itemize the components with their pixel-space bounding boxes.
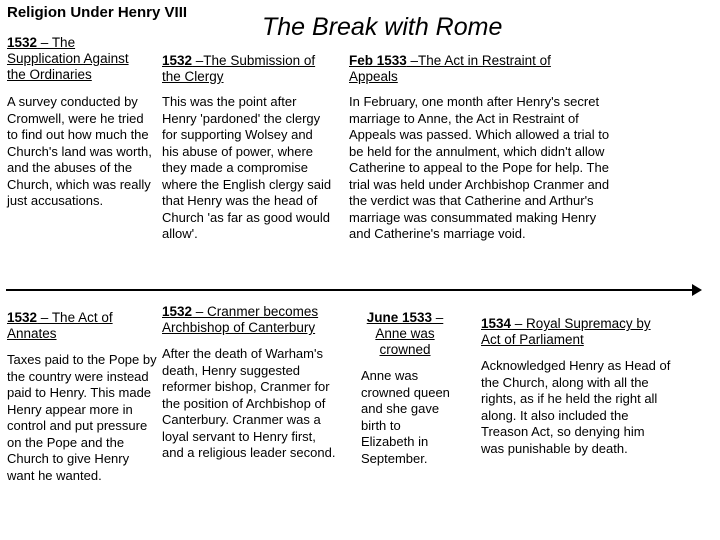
event-heading — [355, 310, 455, 358]
event-title: – Anne was crowned — [375, 310, 444, 357]
event-year: 1532 — [7, 35, 38, 50]
event-description: Taxes paid to the Pope by the country were instead paid to Henry. This made Henry appear more in control and put pressure on the Pope and the Church to give Henry want he wanted. — [7, 352, 157, 483]
event-description: Anne was crowned queen and she gave birth to Elizabeth in September. — [361, 368, 450, 466]
timeline-arrow-icon — [692, 284, 702, 296]
event-title: – Cranmer becomes Archbishop of Canterbury — [162, 304, 319, 335]
event-title: – The Supplication Against the Ordinaries — [7, 35, 129, 82]
page-subtitle: The Break with Rome — [262, 13, 503, 41]
event-heading — [481, 316, 671, 348]
event-description: Acknowledged Henry as Head of the Church, along with all the rights, as if he held the right all along. It also included the Treason Act, so denying him was punishable by death. — [481, 358, 671, 456]
event-year: 1532 — [7, 310, 38, 325]
event-heading — [162, 304, 334, 336]
event-heading — [349, 53, 569, 85]
event-title: –The Act in Restraint of Appeals — [349, 53, 551, 84]
event-heading — [7, 310, 137, 342]
event-year: 1532 — [162, 304, 193, 319]
event-year: Feb 1533 — [349, 53, 407, 68]
event-heading — [7, 35, 147, 83]
event-year: 1532 — [162, 53, 193, 68]
event-heading — [162, 53, 334, 85]
event-title: –The Submission of the Clergy — [162, 53, 316, 84]
event-title: – Royal Supremacy by Act of Parliament — [481, 316, 651, 347]
event-description: In February, one month after Henry's secret marriage to Anne, the Act in Restraint of Appeals was passed. Which allowed a trial to be held for the annulment, which didn't allow Catherine to appeal to the Pope for help. The trial was held under Archbishop Cranmer and the verdict was that Catherine and Arthur's marriage was consummated making Henry and Catherine's marriage void. — [349, 94, 610, 241]
page-title: Religion Under Henry VIII — [7, 4, 188, 21]
event-title: – The Act of Annates — [7, 310, 113, 341]
event-year: June 1533 — [366, 310, 433, 325]
timeline-line — [6, 289, 696, 291]
event-description: After the death of Warham's death, Henry suggested reformer bishop, Cranmer for the position of Archbishop of Canterbury. Cranmer was a loyal servant to Henry first, and a religious leader second. — [162, 346, 336, 460]
event-year: 1534 — [481, 316, 512, 331]
event-description: A survey conducted by Cromwell, were he tried to find out how much the Church's land was worth, and the abuses of the Church, which was really just accusations. — [7, 94, 152, 208]
event-description: This was the point after Henry 'pardoned' the clergy for supporting Wolsey and his abuse of power, where they made a compromise where the English clergy said that Henry was the head of Church 'as far as good would allow'. — [162, 94, 332, 241]
